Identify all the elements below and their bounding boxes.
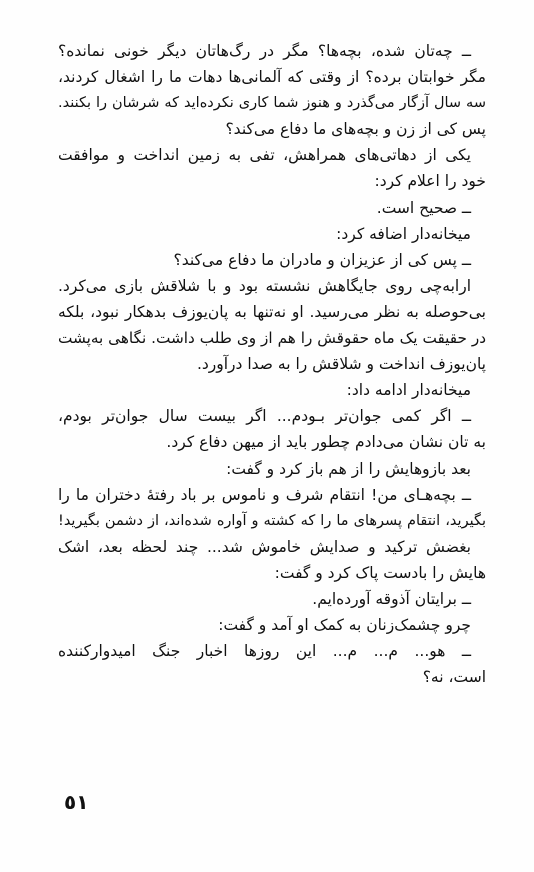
text-line: ــ صحیح است. (376, 198, 471, 217)
text-line: بگیرید، انتقام پسرهای ما را که کشته و آواره شده‌اند، از دشمن بگیرید! (58, 512, 486, 529)
page-body-text (58, 38, 486, 690)
text-line: ــ اگر کمی جوان‌تر بـودم... اگر بیست سال جوان‌تر بودم، (58, 407, 471, 426)
text-line: بعد بازوهایش را از هم باز کرد و گفت: (226, 459, 471, 478)
text-line: هایش را بادست پاک کرد و گفت: (274, 563, 486, 582)
text-line: مگر خوابتان برده؟ از وقتی که آلمانی‌ها دهات ما را اشغال کردند، (58, 68, 486, 87)
page-number: ٥١ (64, 790, 89, 814)
text-line: میخانه‌دار اضافه کرد: (336, 224, 471, 243)
text-line: ــ برایتان آذوقه آورده‌ایم. (312, 589, 471, 608)
text-line: خود را اعلام کرد: (374, 172, 486, 191)
text-line: پان‌یوزف انداخت و شلاقش را به صدا درآورد. (196, 355, 486, 374)
text-line: یکی از دهاتی‌های همراهش، تفی به زمین انداخت و موافقت (58, 146, 471, 165)
text-line: ــ هو... م... م... این روزها اخبار جنگ امیدوارکننده (58, 642, 471, 661)
text-line: است، نه؟ (422, 668, 486, 687)
text-line: ــ چه‌تان شده، بچه‌ها؟ مگر در رگ‌هاتان دیگر خونی نمانده؟ (58, 42, 471, 60)
text-line: چرو چشمک‌زنان به کمک او آمد و گفت: (218, 616, 471, 635)
text-line: بغضش ترکید و صدایش خاموش شد... چند لحظه بعد، اشک (58, 537, 471, 556)
text-line: ــ پس کی از عزیزان و مادران ما دفاع می‌کند؟ (173, 250, 471, 269)
text-line: سه سال آزگار می‌گذرد و هنوز شما کاری نکرده‌اید که شرشان را بکنند. (58, 95, 486, 112)
text-line: میخانه‌دار ادامه داد: (346, 381, 471, 400)
text-line: بی‌حوصله به نظر می‌رسید. او نه‌تنها به پان‌یوزف بدهکار نبود، بلکه (58, 302, 486, 321)
text-line: در حقیقت یک ماه حقوقش را هم از وی طلب داشت. نگاهی به‌پشت (58, 329, 486, 348)
text-line: پس کی از زن و بچه‌های ما دفاع می‌کند؟ (225, 120, 486, 139)
text-line: ــ بچه‌هـای من! انتقام شرف و ناموس بر باد رفتهٔ دختران ما را (58, 485, 471, 504)
text-line: ارابه‌چی روی جایگاهش نشسته بود و با شلاقش بازی می‌کرد. (58, 276, 471, 295)
text-line: به تان نشان می‌دادم چطور باید از میهن دفاع کرد. (166, 433, 486, 452)
